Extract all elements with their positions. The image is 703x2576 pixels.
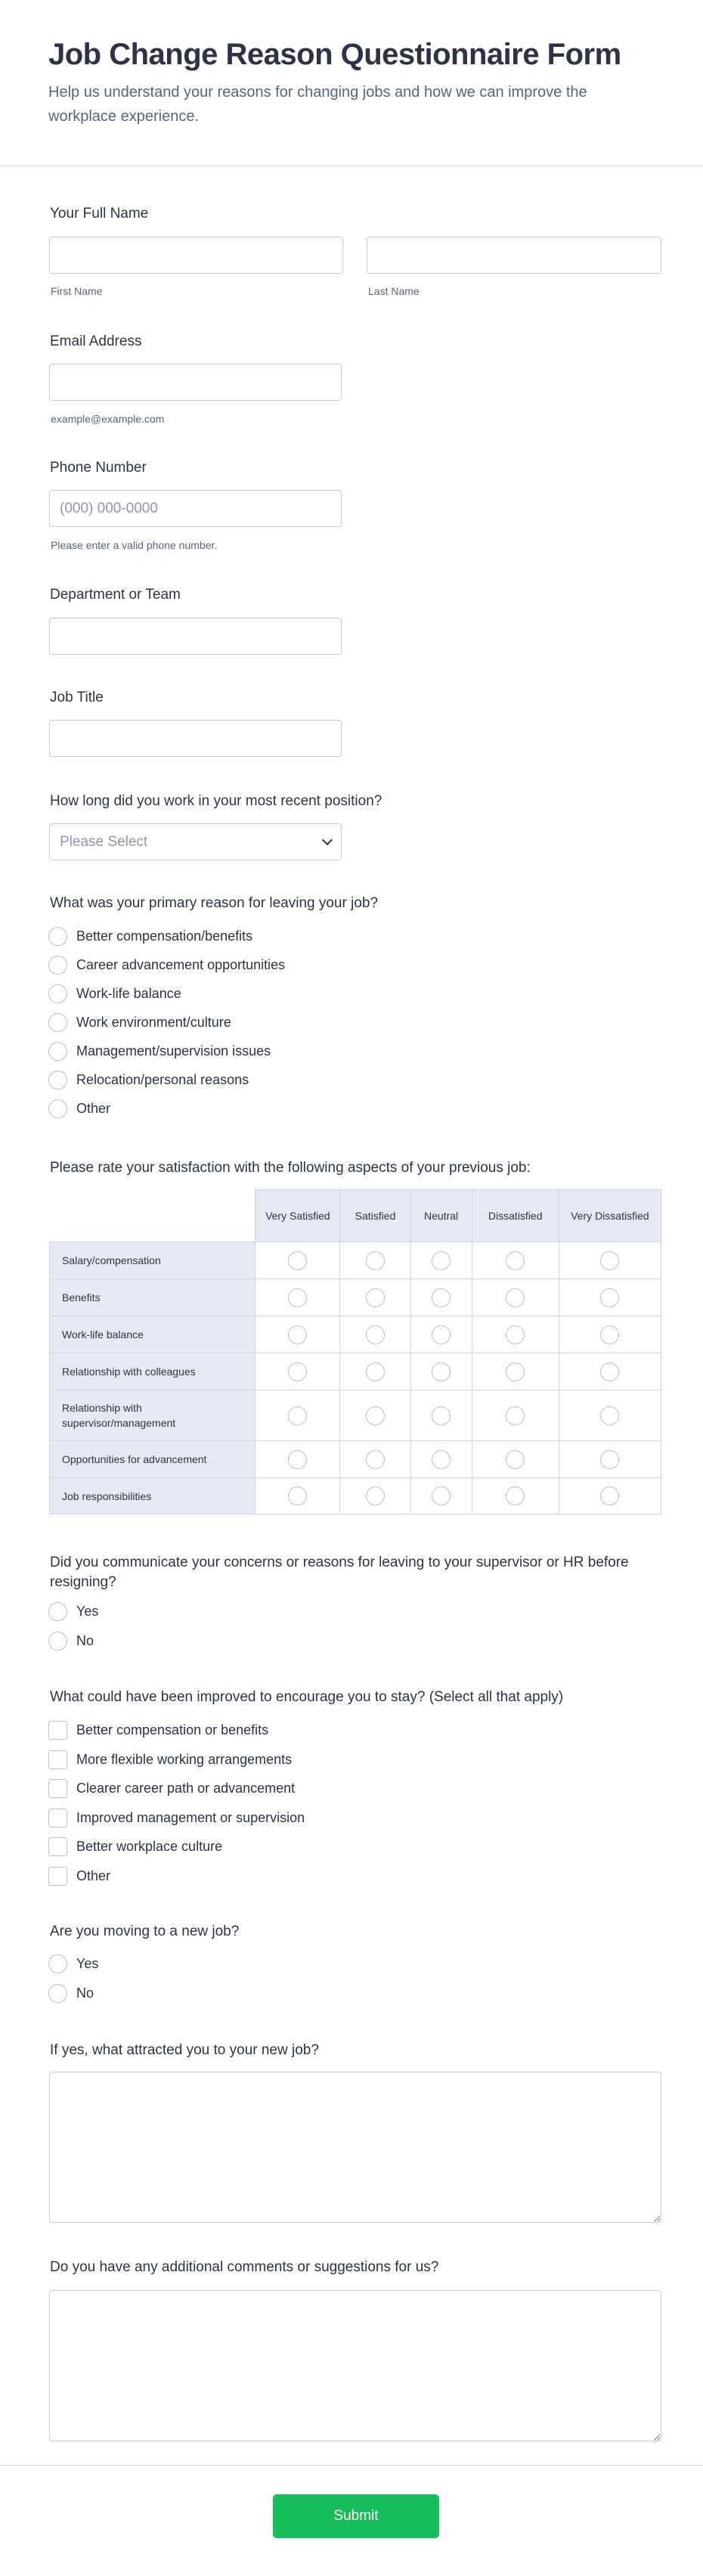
matrix-row (49, 1316, 661, 1353)
matrix-row-label: Benefits (49, 1279, 255, 1316)
option-label: Yes (76, 1604, 99, 1619)
radio-button[interactable] (48, 956, 67, 975)
matrix-radio-button[interactable] (366, 1450, 385, 1469)
matrix-cell (472, 1477, 559, 1514)
matrix-cell (255, 1242, 339, 1279)
option-label: Management/supervision issues (76, 1043, 271, 1059)
matrix-cell (559, 1279, 661, 1316)
first-name-input[interactable] (49, 237, 343, 274)
option-label: No (76, 1633, 94, 1648)
matrix-cell (410, 1242, 472, 1279)
matrix-radio-button[interactable] (366, 1288, 385, 1307)
matrix-cell (255, 1390, 339, 1440)
matrix-radio-button[interactable] (506, 1406, 525, 1425)
matrix-cell (339, 1353, 410, 1390)
matrix-corner (49, 1189, 255, 1242)
attraction-textarea[interactable] (49, 2072, 661, 2223)
matrix-radio-button[interactable] (506, 1362, 525, 1381)
radio-button[interactable] (48, 1013, 67, 1032)
matrix-column-header: Dissatisfied (472, 1189, 559, 1242)
option-label: Other (76, 1101, 111, 1116)
matrix-row-label: Relationship with supervisor/management (49, 1390, 255, 1440)
matrix-radio-button[interactable] (432, 1406, 451, 1425)
matrix-radio-button[interactable] (506, 1251, 525, 1270)
department-label: Department or Team (50, 587, 181, 603)
matrix-radio-button[interactable] (600, 1251, 619, 1270)
matrix-cell (339, 1477, 410, 1514)
matrix-cell (559, 1353, 661, 1390)
matrix-row (49, 1353, 661, 1390)
option-label: Improved management or supervision (76, 1809, 305, 1825)
option-label: Clearer career path or advancement (76, 1781, 296, 1796)
option-label: More flexible working arrangements (76, 1751, 293, 1767)
matrix-radio-button[interactable] (366, 1325, 385, 1344)
matrix-cell (339, 1316, 410, 1353)
matrix-cell (472, 1390, 559, 1440)
matrix-row-label: Job responsibilities (49, 1477, 255, 1514)
matrix-radio-button[interactable] (288, 1486, 307, 1505)
matrix-cell (410, 1440, 472, 1477)
matrix-cell (255, 1316, 339, 1353)
matrix-column-header: Neutral (410, 1189, 472, 1242)
attraction-label: If yes, what attracted you to your new job? (50, 2042, 319, 2058)
submit-button[interactable]: Submit (273, 2494, 439, 2538)
radio-button[interactable] (48, 927, 67, 946)
matrix-row-label: Relationship with colleagues (49, 1353, 255, 1390)
duration-label: How long did you work in your most recent position? (50, 793, 382, 809)
improvement-option[interactable] (48, 1837, 222, 1856)
job-title-label: Job Title (50, 690, 104, 705)
matrix-cell (339, 1279, 410, 1316)
matrix-column-header: Very Dissatisfied (559, 1189, 661, 1242)
phone-sublabel: Please enter a valid phone number. (51, 539, 218, 551)
primary-reason-label: What was your primary reason for leaving your job? (50, 895, 379, 911)
radio-button[interactable] (48, 984, 67, 1003)
matrix-radio-button[interactable] (366, 1362, 385, 1381)
first-name-sublabel: First Name (51, 285, 103, 297)
option-label: Career advancement opportunities (76, 957, 286, 972)
radio-button[interactable] (48, 1632, 67, 1651)
radio-button[interactable] (48, 1099, 67, 1118)
primary-reason-option[interactable] (48, 984, 181, 1003)
matrix-cell (255, 1477, 339, 1514)
footer-divider (0, 2465, 703, 2466)
email-input[interactable] (49, 364, 342, 401)
matrix-radio-button[interactable] (600, 1325, 619, 1344)
matrix-radio-button[interactable] (288, 1251, 307, 1270)
option-label: Relocation/personal reasons (76, 1072, 249, 1087)
email-label: Email Address (50, 333, 142, 349)
matrix-radio-button[interactable] (288, 1288, 307, 1307)
matrix-cell (559, 1242, 661, 1279)
last-name-input[interactable] (367, 237, 661, 274)
improvement-option[interactable] (48, 1750, 292, 1769)
satisfaction-matrix (49, 1189, 661, 1514)
matrix-cell (559, 1390, 661, 1440)
checkbox[interactable] (48, 1867, 67, 1886)
matrix-cell (410, 1390, 472, 1440)
matrix-row (49, 1279, 661, 1316)
matrix-row (49, 1390, 661, 1440)
matrix-row-label: Opportunities for advancement (49, 1440, 255, 1477)
option-label: Better compensation/benefits (76, 928, 253, 944)
matrix-radio-button[interactable] (432, 1325, 451, 1344)
matrix-radio-button[interactable] (366, 1251, 385, 1270)
matrix-column-header: Satisfied (339, 1189, 410, 1242)
option-label: Better compensation or benefits (76, 1722, 269, 1737)
improvement-option[interactable] (48, 1779, 295, 1798)
matrix-cell (339, 1242, 410, 1279)
primary-reason-option[interactable] (48, 1099, 110, 1118)
matrix-cell (410, 1279, 472, 1316)
matrix-radio-button[interactable] (600, 1450, 619, 1469)
communicated-label: Did you communicate your concerns or reasons for leaving to your supervisor or HR before resigning? (50, 1555, 629, 1590)
duration-selected-value: Please Select (60, 833, 148, 850)
matrix-row-label: Work-life balance (49, 1316, 255, 1353)
checkbox[interactable] (48, 1721, 67, 1740)
matrix-row (49, 1477, 661, 1514)
matrix-radio-button[interactable] (288, 1406, 307, 1425)
matrix-radio-button[interactable] (432, 1450, 451, 1469)
duration-select[interactable] (49, 823, 342, 860)
matrix-radio-button[interactable] (432, 1362, 451, 1381)
matrix-cell (559, 1477, 661, 1514)
matrix-cell (410, 1477, 472, 1514)
matrix-radio-button[interactable] (600, 1288, 619, 1307)
radio-button[interactable] (48, 1602, 67, 1621)
radio-button[interactable] (48, 1042, 67, 1061)
matrix-column-header: Very Satisfied (255, 1189, 339, 1242)
primary-reason-option[interactable] (48, 1013, 231, 1032)
improvements-label: What could have been improved to encourage you to stay? (Select all that apply) (50, 1689, 564, 1705)
matrix-radio-button[interactable] (432, 1288, 451, 1307)
matrix-radio-button[interactable] (288, 1450, 307, 1469)
matrix-radio-button[interactable] (288, 1362, 307, 1381)
matrix-radio-button[interactable] (288, 1325, 307, 1344)
matrix-radio-button[interactable] (432, 1251, 451, 1270)
checkbox[interactable] (48, 1750, 67, 1769)
matrix-cell (472, 1353, 559, 1390)
matrix-cell (559, 1316, 661, 1353)
form-title: Job Change Reason Questionnaire Form (48, 38, 621, 71)
primary-reason-option[interactable] (48, 1071, 249, 1090)
improvement-option[interactable] (48, 1721, 268, 1740)
matrix-cell (410, 1316, 472, 1353)
matrix-radio-button[interactable] (506, 1288, 525, 1307)
matrix-row (49, 1242, 661, 1279)
full-name-label: Your Full Name (50, 206, 149, 222)
matrix-radio-button[interactable] (506, 1325, 525, 1344)
option-label: No (76, 1985, 94, 2001)
option-label: Other (76, 1868, 111, 1883)
matrix-radio-button[interactable] (506, 1450, 525, 1469)
matrix-row (49, 1440, 661, 1477)
comments-textarea[interactable] (49, 2290, 661, 2441)
improvement-option[interactable] (48, 1867, 110, 1886)
matrix-cell (255, 1353, 339, 1390)
comments-label: Do you have any additional comments or suggestions for us? (50, 2259, 439, 2275)
matrix-cell (339, 1440, 410, 1477)
improvement-option[interactable] (48, 1809, 305, 1827)
matrix-cell (339, 1390, 410, 1440)
form-subtitle: Help us understand your reasons for changing jobs and how we can improve the workplace experience. (48, 84, 587, 125)
option-label: Work environment/culture (76, 1015, 231, 1030)
option-label: Better workplace culture (76, 1839, 223, 1854)
communicated-option[interactable] (48, 1602, 98, 1621)
matrix-radio-button[interactable] (366, 1486, 385, 1505)
phone-input[interactable] (49, 490, 342, 527)
matrix-row-label: Salary/compensation (49, 1242, 255, 1279)
matrix-cell (410, 1353, 472, 1390)
matrix-cell (472, 1279, 559, 1316)
new-job-option[interactable] (48, 1984, 94, 2003)
matrix-cell (559, 1440, 661, 1477)
radio-button[interactable] (48, 1954, 67, 1973)
phone-label: Phone Number (50, 460, 147, 476)
matrix-cell (472, 1242, 559, 1279)
primary-reason-option[interactable] (48, 956, 285, 975)
option-label: Work-life balance (76, 986, 181, 1001)
radio-button[interactable] (48, 1071, 67, 1090)
email-sublabel: example@example.com (51, 413, 165, 425)
department-input[interactable] (49, 618, 342, 655)
matrix-cell (255, 1279, 339, 1316)
checkbox[interactable] (48, 1809, 67, 1827)
primary-reason-option[interactable] (48, 1042, 271, 1061)
communicated-option[interactable] (48, 1632, 94, 1651)
matrix-radio-button[interactable] (600, 1362, 619, 1381)
job-title-input[interactable] (49, 720, 342, 757)
matrix-radio-button[interactable] (600, 1486, 619, 1505)
primary-reason-option[interactable] (48, 927, 252, 946)
matrix-radio-button[interactable] (432, 1486, 451, 1505)
radio-button[interactable] (48, 1984, 67, 2003)
new-job-label: Are you moving to a new job? (50, 1923, 240, 1939)
checkbox[interactable] (48, 1837, 67, 1856)
matrix-cell (472, 1316, 559, 1353)
matrix-radio-button[interactable] (600, 1406, 619, 1425)
checkbox[interactable] (48, 1779, 67, 1798)
chevron-down-icon (322, 835, 333, 845)
satisfaction-label: Please rate your satisfaction with the following aspects of your previous job: (50, 1160, 531, 1176)
last-name-sublabel: Last Name (368, 285, 420, 297)
matrix-cell (255, 1440, 339, 1477)
option-label: Yes (76, 1956, 99, 1971)
matrix-radio-button[interactable] (506, 1486, 525, 1505)
matrix-radio-button[interactable] (366, 1406, 385, 1425)
matrix-cell (472, 1440, 559, 1477)
new-job-option[interactable] (48, 1954, 98, 1973)
